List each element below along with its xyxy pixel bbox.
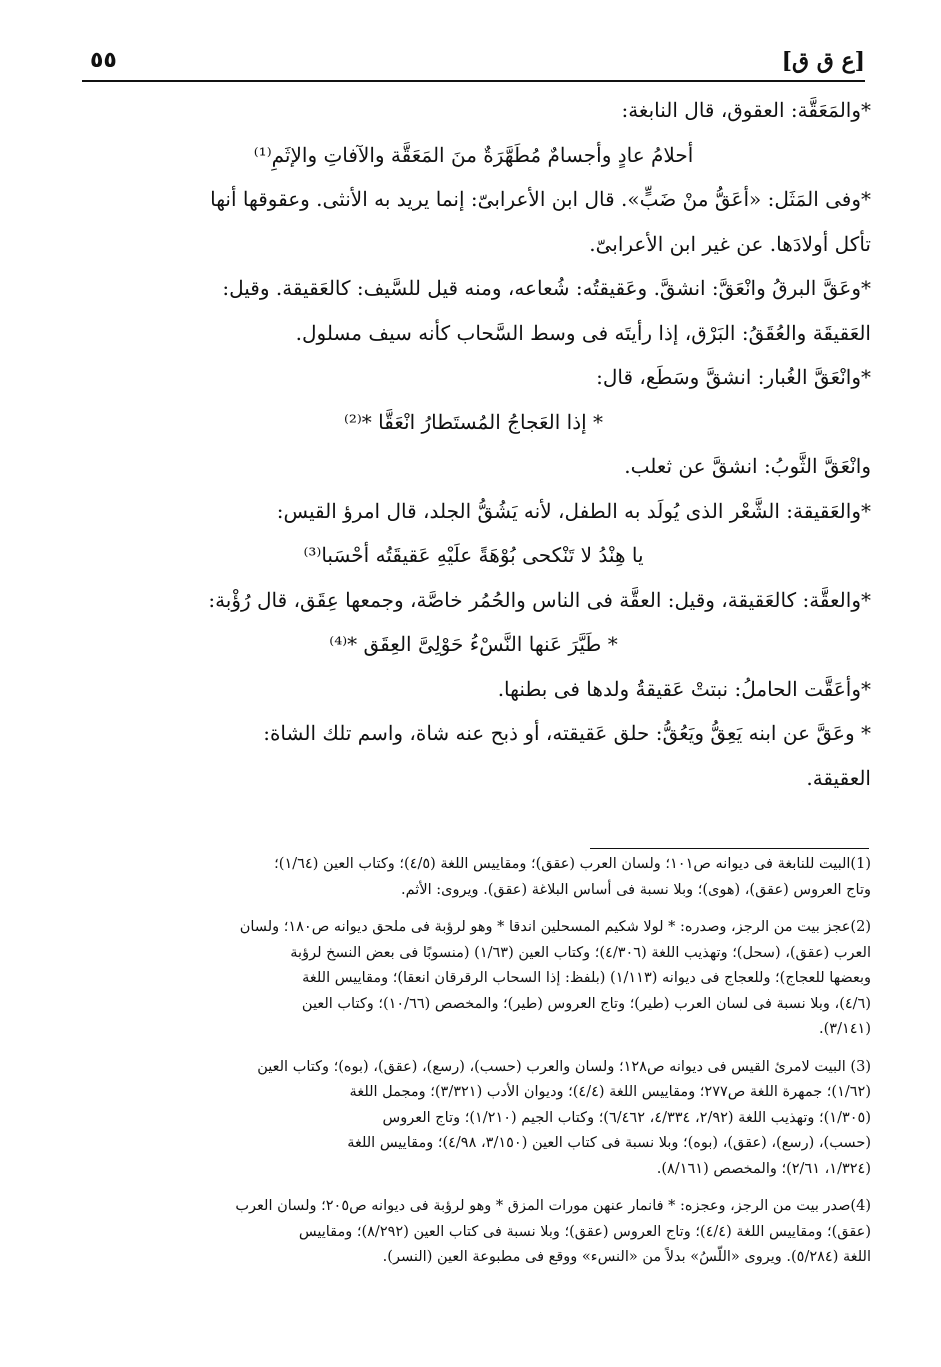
footnote-2	[90, 915, 871, 1043]
footnote-4	[90, 1194, 871, 1271]
text-line: *وأعَقَّت الحاملُ: نبتتْ عَقيقةُ ولدها فى بطنها.	[497, 676, 871, 701]
text-line: العقيقة.	[806, 765, 871, 790]
verse-line: أحلامُ عادٍ وأجسامٌ مُطَهَّرَةٌ منَ المَعَقَّة والآفاتِ والإثَمِ⁽¹⁾	[253, 142, 694, 167]
verse-line: يا هِنْدُ لا تَنْكحى بُوْهَةً علَيْهِ عَقيقَتُه أحْسَبا⁽³⁾	[303, 543, 644, 567]
running-head: [ع ق ق]	[781, 48, 865, 74]
text-line: العَقيقَة والعُقَقُ: البَرْق، إذا رأيتَه فى وسط السَّحاب كأنه سيف مسلول.	[295, 320, 871, 345]
page-header	[82, 42, 865, 82]
footnote-line: (١/٦٢)؛ جمهرة اللغة ص٢٧٧؛ ومقاييس اللغة (٤/٤)؛ وديوان الأدب (٣/٣٢١)؛ ومجمل اللغة	[349, 1084, 871, 1100]
footnote-line: اللغة (٥/٢٨٤). ويروى «اللَّسُ» بدلاً من «النسء» ووقع فى مطبوعة العين (النسر).	[382, 1249, 871, 1265]
text-line: *وانْعَقَّ الغُبار: انشقَّ وسَطَع، قال:	[596, 365, 871, 389]
footnote-line: (٣/١٤١).	[819, 1021, 871, 1037]
footnote-line: وبعضها للعجاج)؛ وللعجاج فى ديوانه (١/١١٣) (بلفظ: إذا السحاب الرقرقان انعقا)؛ ومقاييس اللغة	[302, 970, 871, 986]
footnote-line: (٤/٦)، وبلا نسبة فى لسان العرب (طير)؛ وتاج العروس (طير)؛ والمخصص (١٠/٦٦)؛ وكتاب العين	[301, 995, 871, 1012]
text-line: * وعَقَّ عن ابنه يَعِقُّ ويَعُقُّ: حلق عَقيقته، أو ذبح عنه شاة، واسم تلك الشاة:	[263, 721, 871, 745]
footnote-rule	[590, 848, 869, 849]
text-line: وانْعَقَّ الثَّوبُ: انشقَّ عن ثعلب.	[624, 454, 871, 478]
footnote-1	[90, 852, 871, 903]
verse-line: * إذا العَجاجُ المُستَطارُ انْعَقَّا *⁽²⁾	[343, 409, 604, 434]
footnote-line: وتاج العروس (عقق)، (هوى)؛ وبلا نسبة فى أساس البلاغة (عقق). ويروى: الأثم.	[401, 881, 871, 898]
text-line: تأكل أولادَها. عن غير ابن الأعرابىّ.	[589, 231, 871, 256]
text-line: *وفى المَثَل: «أعَقُّ منْ ضَبٍّ». قال ابن الأعرابىّ: إنما يريد به الأنثى. وعقوقها أنها	[210, 187, 871, 211]
footnote-line: (١/٣٠٥)؛ وتهذيب اللغة (٢/٩٢، ٤/٣٣٤، ٦/٤٦٢)؛ وكتاب الجيم (١/٢١٠)؛ وتاج العروس	[382, 1109, 871, 1126]
text-line: *والعَقيقة: الشَّعْر الذى يُولَد به الطفل، لأنه يَشُقُّ الجلد، قال امرؤ القيس:	[276, 498, 871, 523]
footnote-line: (١/٣٢٤، ٢/٦١)؛ والمخصص (٨/١٦١).	[656, 1160, 871, 1177]
footnote-3	[90, 1055, 871, 1183]
footnote-line: (عقق)؛ ومقاييس اللغة (٤/٤)؛ وتاج العروس (عقق)؛ وبلا نسبة فى كتاب العين (٨/٢٩٢)؛ ومقاييس	[298, 1223, 871, 1240]
footnote-line: (3) البيت لامرئ القيس فى ديوانه ص١٢٨؛ ولسان والعرب (حسب)، (رسع)، (عقق)، (بوه)؛ وكتاب العين	[257, 1058, 871, 1075]
header-rule	[82, 80, 865, 82]
page-number: ٥٥	[90, 48, 117, 73]
footnote-line: (4)صدر بيت من الرجز، وعجزه: * فانمار عنهن مورات المزق * وهو لرؤبة فى ديوانه ص٢٠٥؛ ولسان العرب	[235, 1198, 871, 1214]
footnote-line: (حسب)، (رسع)، (عقق)، (بوه)؛ وبلا نسبة فى كتاب العين (٣/١٥٠، ٤/٩٨)؛ ومقاييس اللغة	[347, 1135, 871, 1151]
text-line: *والمَعَقَّة: العقوق، قال النابغة:	[621, 98, 871, 122]
footnote-line: (2)عجز بيت من الرجز، وصدره: * لولا شكيم المسحلين اندقا * وهو لرؤبة فى ملحق ديوانه ص١٨٠؛ ولسان	[239, 919, 871, 935]
text-line: *وعَقَّ البرقُ وانْعَقَّ: انشقَّ. وعَقيقتُه: شُعاعه، ومنه قيل للسَّيف: كالعَقيقة. وقيل:	[222, 276, 871, 300]
footnotes	[90, 852, 871, 1271]
footnote-line: العرب (عقق)، (سحل)؛ وتهذيب اللغة (٤/٣٠٦)؛ وكتاب العين (١/٦٣) (منسوبًا فى بعض النسخ لرؤبة	[290, 944, 871, 961]
text-line: *والعقَّة: كالعَقيقة، وقيل: العقَّة فى الناس والحُمُر خاصَّة، وجمعها عِقَق، قال رُؤْبة:	[208, 587, 871, 612]
main-text	[76, 88, 871, 800]
footnote-line: (1)البيت للنابغة فى ديوانه ص١٠١؛ ولسان العرب (عقق)؛ ومقاييس اللغة (٤/٥)؛ وكتاب العين (١/٦٤)؛	[274, 856, 871, 872]
verse-line: * طَيَّرَ عَنها النَّسْءُ حَوْلِىَّ العِقَق *⁽⁴⁾	[329, 632, 618, 656]
